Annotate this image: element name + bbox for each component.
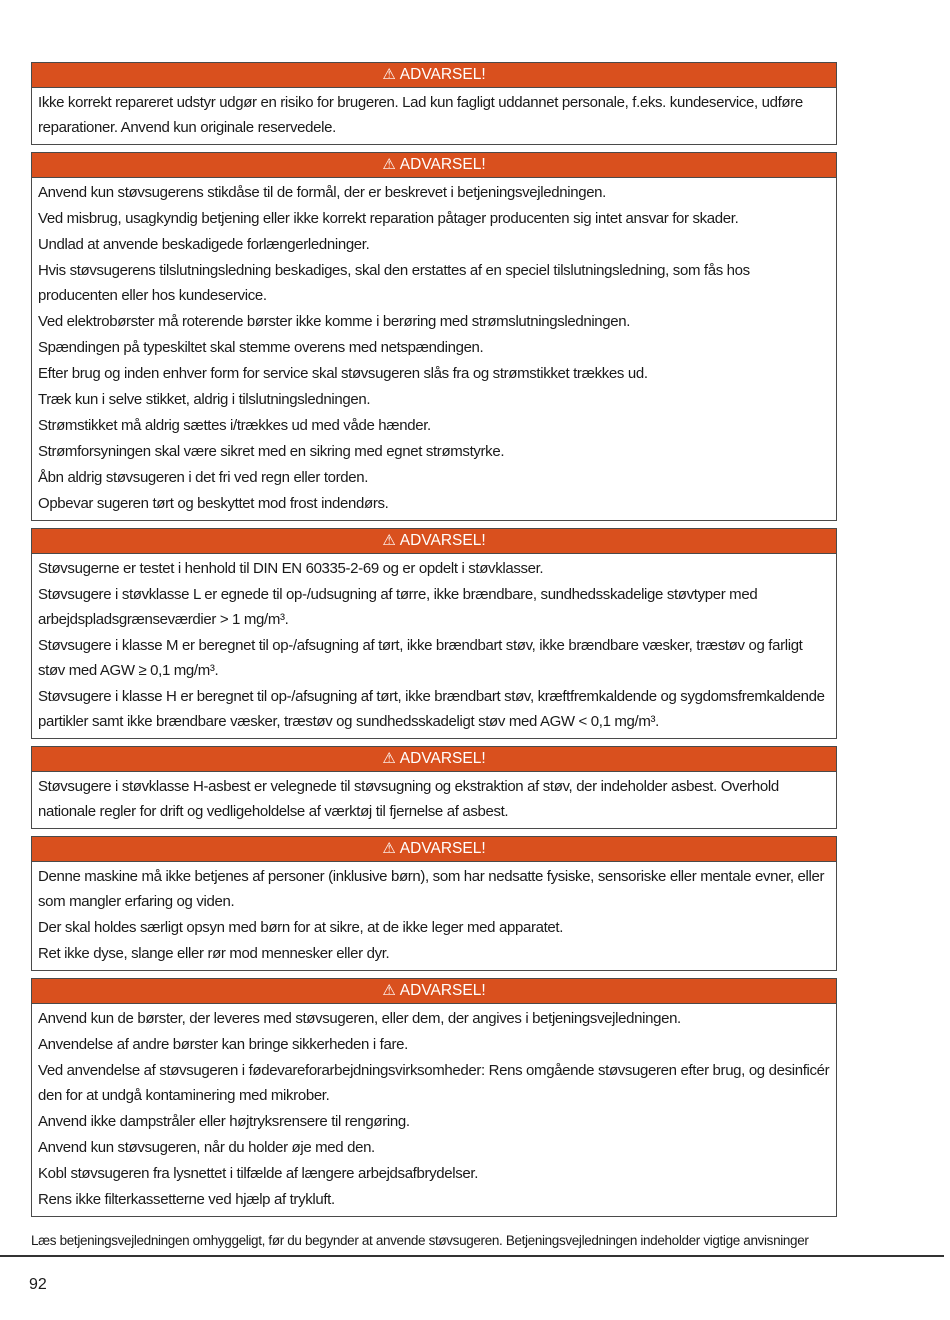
- warning-paragraph: Denne maskine må ikke betjenes af personer (inklusive børn), som har nedsatte fysiske, sensoriske eller mentale evner, eller som mangler erfaring og viden.: [38, 868, 825, 910]
- warning-paragraph: Spændingen på typeskiltet skal stemme overens med netspændingen.: [38, 339, 484, 356]
- page-number: 92: [29, 1276, 47, 1293]
- warning-header: ⚠ ADVARSEL!: [32, 63, 836, 88]
- warning-box-dust-classes: [31, 528, 837, 739]
- warning-paragraph: Strømstikket må aldrig sættes i/trækkes ud med våde hænder.: [38, 417, 431, 434]
- warning-header: ⚠ ADVARSEL!: [32, 979, 836, 1004]
- warning-paragraph: Kobl støvsugeren fra lysnettet i tilfælde af længere arbejdsafbrydelser.: [38, 1165, 479, 1182]
- warning-paragraph: Anvend kun de børster, der leveres med støvsugeren, eller dem, der angives i betjeningsvejledningen.: [38, 1010, 681, 1027]
- warning-paragraph: Undlad at anvende beskadigede forlængerledninger.: [38, 236, 370, 253]
- footer-text: Læs betjeningsvejledningen omhyggeligt, før du begynder at anvende støvsugeren. Betjeningsvejledningen indeholder vigtige anvisninger: [31, 1233, 809, 1248]
- warning-paragraph: Hvis støvsugerens tilslutningsledning beskadiges, skal den erstattes af en speciel tilslutningsledning, som fås hos producenten eller hos kundeservice.: [38, 262, 750, 304]
- warning-paragraph: Opbevar sugeren tørt og beskyttet mod frost indendørs.: [38, 495, 389, 512]
- warning-triangle-icon: ⚠: [382, 840, 396, 857]
- warning-paragraph: Anvend kun støvsugerens stikdåse til de formål, der er beskrevet i betjeningsvejledningen.: [38, 184, 606, 201]
- warning-paragraph: Rens ikke filterkassetterne ved hjælp af trykluft.: [38, 1191, 335, 1208]
- warning-paragraph: Anvendelse af andre børster kan bringe sikkerheden i fare.: [38, 1036, 408, 1053]
- warning-body: [32, 772, 836, 828]
- warning-triangle-icon: ⚠: [382, 66, 396, 83]
- warning-header: ⚠ ADVARSEL!: [32, 837, 836, 862]
- warning-paragraph: Ret ikke dyse, slange eller rør mod mennesker eller dyr.: [38, 945, 390, 962]
- warning-triangle-icon: ⚠: [382, 532, 396, 549]
- warning-box-asbestos: [31, 746, 837, 829]
- warning-header: ⚠ ADVARSEL!: [32, 153, 836, 178]
- warning-paragraph: Ved misbrug, usagkyndig betjening eller ikke korrekt reparation påtager producenten sig intet ansvar for skader.: [38, 210, 739, 227]
- warning-paragraph: Åbn aldrig støvsugeren i det fri ved regn eller torden.: [38, 469, 369, 486]
- warning-paragraph: Støvsugere i klasse M er beregnet til op-/afsugning af tørt, ikke brændbart støv, ikke brændbare væsker, træstøv og farligt støv med AGW ≥ 0,1 mg/m³.: [38, 637, 803, 679]
- warning-body: [32, 88, 836, 144]
- warning-body: [32, 862, 836, 970]
- warning-paragraph: Ikke korrekt repareret udstyr udgør en risiko for brugeren. Lad kun fagligt uddannet personale, f.eks. kundeservice, udføre reparationer. Anvend kun originale reservedele.: [38, 94, 803, 136]
- footer-divider: [0, 1255, 944, 1257]
- warning-triangle-icon: ⚠: [382, 982, 396, 999]
- warning-paragraph: Strømforsyningen skal være sikret med en sikring med egnet strømstyrke.: [38, 443, 505, 460]
- warning-body: [32, 554, 836, 738]
- warning-paragraph: Ved elektrobørster må roterende børster ikke komme i berøring med strømslutningsledningen.: [38, 313, 631, 330]
- warning-box-usage: [31, 978, 837, 1217]
- warning-paragraph: Støvsugere i støvklasse L er egnede til op-/udsugning af tørre, ikke brændbare, sundhedsskadelige støvtyper med arbejdspladsgrænseværdier > 1 mg/m³.: [38, 586, 758, 628]
- warning-header: ⚠ ADVARSEL!: [32, 747, 836, 772]
- warning-header: ⚠ ADVARSEL!: [32, 529, 836, 554]
- warning-paragraph: Støvsugere i klasse H er beregnet til op-/afsugning af tørt, ikke brændbart støv, kræftfremkaldende og sygdomsfremkaldende partikler samt ikke brændbare væsker, træstøv og sundhedsskadeligt støv med AGW < 0,1 mg/m³.: [38, 688, 825, 730]
- warning-box-persons: [31, 836, 837, 971]
- warning-paragraph: Støvsugerne er testet i henhold til DIN EN 60335-2-69 og er opdelt i støvklasser.: [38, 560, 544, 577]
- warning-paragraph: Efter brug og inden enhver form for service skal støvsugeren slås fra og strømstikket trækkes ud.: [38, 365, 648, 382]
- warning-body: [32, 178, 836, 520]
- warning-paragraph: Anvend ikke dampstråler eller højtryksrensere til rengøring.: [38, 1113, 410, 1130]
- warning-paragraph: Anvend kun støvsugeren, når du holder øje med den.: [38, 1139, 375, 1156]
- warning-paragraph: Støvsugere i støvklasse H-asbest er velegnede til støvsugning og ekstraktion af støv, der indeholder asbest. Overhold nationale regler for drift og vedligeholdelse af værktøj til fjernelse af asbest.: [38, 778, 779, 820]
- warning-triangle-icon: ⚠: [382, 750, 396, 767]
- warnings-list: [31, 62, 837, 1224]
- warning-paragraph: Træk kun i selve stikket, aldrig i tilslutningsledningen.: [38, 391, 371, 408]
- warning-paragraph: Der skal holdes særligt opsyn med børn for at sikre, at de ikke leger med apparatet.: [38, 919, 564, 936]
- warning-box-repair: [31, 62, 837, 145]
- warning-triangle-icon: ⚠: [382, 156, 396, 173]
- warning-box-electrical: [31, 152, 837, 521]
- warning-body: [32, 1004, 836, 1216]
- warning-paragraph: Ved anvendelse af støvsugeren i fødevareforarbejdningsvirksomheder: Rens omgående støvsugeren efter brug, og desinficér den for at undgå kontaminering med mikrober.: [38, 1062, 830, 1104]
